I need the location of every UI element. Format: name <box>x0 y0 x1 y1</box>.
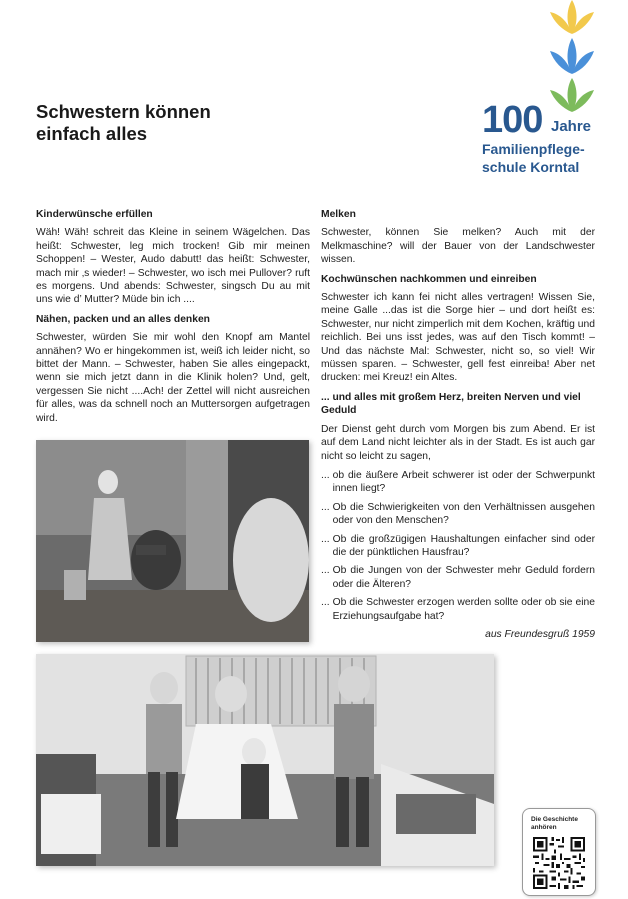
question-item <box>321 564 595 591</box>
question-item <box>321 533 595 560</box>
question-text: Ob die Schwester erzogen werden sollte oder ob sie eine Erziehungsaufgabe hat? <box>332 597 595 622</box>
paragraph-naehen: Schwester, würden Sie mir wohl den Knopf am Mantel annähen? Wo er hingekommen ist, weiß ich leider nicht, so bittet der Mann. – Schwester, haben Sie alles eingepackt, wenn sie mich jetzt dann in die Klinik holen? Und, gelt, vergessen Sie nicht ....Ach! der Zettel will nicht ausreichen für alles, was da schnell noch an Muttersorgen aufgetragen wird. <box>36 332 310 424</box>
photo-nurse-with-children <box>36 654 494 866</box>
qr-code-box[interactable] <box>522 808 596 896</box>
question-item <box>321 596 595 623</box>
logo-school-line-1: Familienpflege- <box>482 141 585 157</box>
blue-leaf-icon <box>548 38 596 76</box>
question-prefix: ... <box>321 469 330 481</box>
heading-melken: Melken <box>321 209 356 220</box>
question-prefix: ... <box>321 565 330 577</box>
photo-nurse-milking <box>36 440 309 642</box>
title-line-1: Schwestern können <box>36 101 211 122</box>
left-column <box>36 208 310 431</box>
qr-code-icon[interactable] <box>533 837 585 889</box>
question-text: Ob die Jungen von der Schwester mehr Geduld fordern oder die Älteren? <box>332 565 595 590</box>
right-column <box>321 208 595 641</box>
question-item <box>321 469 595 496</box>
question-text: Ob die großzügigen Haushaltungen einfacher sind oder die der pünktlichen Hausfrau? <box>332 533 595 558</box>
heading-kinderwuensche: Kinderwünsche erfüllen <box>36 209 153 220</box>
paragraph-melken: Schwester, können Sie melken? Auch mit der Melkmaschine? will der Bauer von der Landschwester wissen. <box>321 227 595 266</box>
question-text: ob die äußere Arbeit schwerer ist oder der Schwerpunkt innen liegt? <box>332 469 595 495</box>
question-prefix: ... <box>321 501 330 513</box>
logo-jahre: Jahre <box>551 118 592 135</box>
yellow-leaf-icon <box>548 0 596 36</box>
green-leaf-icon <box>548 78 596 114</box>
logo-number: 100 <box>482 99 543 141</box>
question-prefix: ... <box>321 597 330 609</box>
heading-kochwuensche: Kochwünschen nachkommen und einreiben <box>321 273 537 285</box>
paragraph-kochwuensche: Schwester ich kann fei nicht alles vertragen! Wissen Sie, meine Galle ...das ist die Sorge hier – und dort heißt es: Schwester, nur nicht zimperlich mit dem Kochen, kräftig und reichlich. Bei uns isst jedes, was auf den Tisch kommt! – Und das nächste Mal: Schwester, nicht so, so viel! Wir müssen sparen. – Schwester, gell fest einreiba! Aber net drucken: mei Kreuz! ein Altes. <box>321 292 595 384</box>
heading-naehen: Nähen, packen und an alles denken <box>36 313 210 325</box>
page-title <box>36 101 211 145</box>
question-text: Ob die Schwierigkeiten von den Verhältnissen ausgehen oder von den Menschen? <box>332 501 595 527</box>
paragraph-kinderwuensche: Wäh! Wäh! schreit das Kleine in seinem Wägelchen. Das heißt: Schwester, leg mich trocken! Gib mir meinen Schoppen! – Wester, Audo dabutt! das heißt: Schwester, mach mir ‚s wieder! – Schwester, wo isch mei Pullover? ruft es morgens. Und abends: Schwester, singsch Du au mit uns wie d’ Mutter? Müde bin ich .... <box>36 227 310 306</box>
question-item <box>321 501 595 528</box>
title-line-2: einfach alles <box>36 123 148 144</box>
source-citation: aus Freundesgruß 1959 <box>485 628 595 640</box>
question-prefix: ... <box>321 533 330 545</box>
paragraph-geduld: Der Dienst geht durch vom Morgen bis zum Abend. Er ist auf dem Land nicht leichter als in der Stadt. Es ist auch gar nicht so leicht zu sagen, <box>321 423 595 462</box>
heading-geduld: ... und alles mit großem Herz, breiten Nerven und viel Geduld <box>321 391 581 417</box>
qr-label: Die Geschichte anhören <box>531 816 578 831</box>
logo-school-line-2: schule Korntal <box>482 159 580 175</box>
